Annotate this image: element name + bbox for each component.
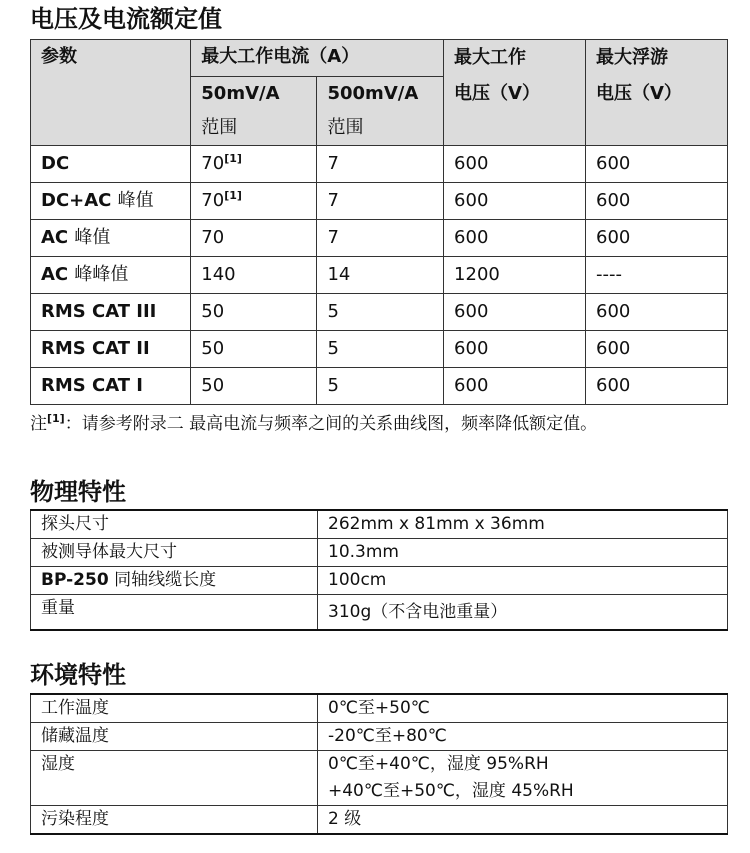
spec-value: 262mm x 81mm x 36mm	[318, 510, 728, 539]
row-current-500: 5	[317, 368, 444, 405]
footnote-mark: [1]	[224, 189, 242, 202]
row-float-voltage: ----	[586, 257, 728, 294]
header-float-voltage-line2: 电压（V）	[596, 83, 682, 104]
spec-label: 工作温度	[31, 694, 318, 723]
header-max-voltage	[444, 40, 586, 146]
row-float-voltage: 600	[586, 220, 728, 257]
table-row	[31, 694, 728, 723]
row-current-50: 70[1]	[191, 183, 317, 220]
header-range-50-sub: 范围	[201, 117, 238, 138]
spec-label: 被测导体最大尺寸	[31, 539, 318, 567]
header-range-50-label: 50mV/A	[201, 83, 280, 104]
row-float-voltage: 600	[586, 183, 728, 220]
table-row	[31, 567, 728, 595]
row-current-500: 7	[317, 220, 444, 257]
row-current-50: 50	[191, 294, 317, 331]
row-param: DC	[31, 146, 191, 183]
spec-label: BP-250 同轴线缆长度	[31, 567, 318, 595]
row-current-50: 140	[191, 257, 317, 294]
row-max-voltage: 600	[444, 294, 586, 331]
table-row	[31, 257, 728, 294]
header-range-500	[317, 77, 444, 146]
physical-characteristics-title: 物理特性	[30, 478, 126, 506]
environmental-characteristics-title: 环境特性	[30, 661, 126, 689]
table-row	[31, 294, 728, 331]
table-row	[31, 146, 728, 183]
row-current-500: 5	[317, 294, 444, 331]
table-row	[31, 539, 728, 567]
row-current-50: 50	[191, 368, 317, 405]
row-current-50: 70[1]	[191, 146, 317, 183]
table-row	[31, 723, 728, 751]
footnote: 注[1]：请参考附录二 最高电流与频率之间的关系曲线图，频率降低额定值。	[30, 412, 598, 434]
table-row	[31, 806, 728, 835]
table-row	[31, 751, 728, 806]
header-max-current: 最大工作电流（A）	[191, 40, 444, 77]
spec-label: 探头尺寸	[31, 510, 318, 539]
table-row	[31, 331, 728, 368]
footnote-mark: [1]	[224, 152, 242, 165]
spec-label: 湿度	[31, 751, 318, 806]
spec-label: 污染程度	[31, 806, 318, 835]
header-param: 参数	[31, 40, 191, 146]
row-current-50: 70	[191, 220, 317, 257]
spec-value: 0℃至+50℃	[318, 694, 728, 723]
spec-value: 2 级	[318, 806, 728, 835]
row-param: DC+AC 峰值	[31, 183, 191, 220]
header-float-voltage	[586, 40, 728, 146]
row-current-500: 7	[317, 183, 444, 220]
row-float-voltage: 600	[586, 294, 728, 331]
row-param: RMS CAT II	[31, 331, 191, 368]
environment-table	[30, 693, 728, 835]
footnote-mark: [1]	[47, 412, 65, 425]
table-row	[31, 368, 728, 405]
voltage-current-ratings-title: 电压及电流额定值	[30, 5, 222, 33]
spec-value: 0℃至+40℃，湿度 95%RH +40℃至+50℃，湿度 45%RH	[318, 751, 728, 806]
header-range-500-label: 500mV/A	[327, 83, 419, 104]
row-param: RMS CAT I	[31, 368, 191, 405]
row-current-50: 50	[191, 331, 317, 368]
table-row	[31, 510, 728, 539]
table-row	[31, 220, 728, 257]
row-max-voltage: 600	[444, 331, 586, 368]
spec-value: 100cm	[318, 567, 728, 595]
row-current-500: 14	[317, 257, 444, 294]
row-param: AC 峰峰值	[31, 257, 191, 294]
ratings-table-header	[31, 40, 728, 146]
header-range-50	[191, 77, 317, 146]
spec-label: 重量	[31, 595, 318, 631]
row-float-voltage: 600	[586, 146, 728, 183]
row-max-voltage: 600	[444, 183, 586, 220]
row-max-voltage: 1200	[444, 257, 586, 294]
table-row	[31, 595, 728, 631]
row-max-voltage: 600	[444, 220, 586, 257]
row-float-voltage: 600	[586, 368, 728, 405]
row-max-voltage: 600	[444, 146, 586, 183]
row-current-500: 7	[317, 146, 444, 183]
ratings-table	[30, 39, 728, 405]
table-row	[31, 183, 728, 220]
spec-value: 10.3mm	[318, 539, 728, 567]
header-float-voltage-line1: 最大浮游	[596, 47, 668, 68]
row-float-voltage: 600	[586, 331, 728, 368]
spec-value: -20℃至+80℃	[318, 723, 728, 751]
header-range-500-sub: 范围	[327, 117, 364, 138]
row-current-500: 5	[317, 331, 444, 368]
spec-label: 储藏温度	[31, 723, 318, 751]
spec-value: 310g（不含电池重量）	[318, 595, 728, 631]
row-param: RMS CAT III	[31, 294, 191, 331]
physical-table	[30, 509, 728, 631]
header-max-voltage-line1: 最大工作	[454, 47, 527, 68]
row-param: AC 峰值	[31, 220, 191, 257]
header-max-voltage-line2: 电压（V）	[454, 83, 540, 104]
row-max-voltage: 600	[444, 368, 586, 405]
